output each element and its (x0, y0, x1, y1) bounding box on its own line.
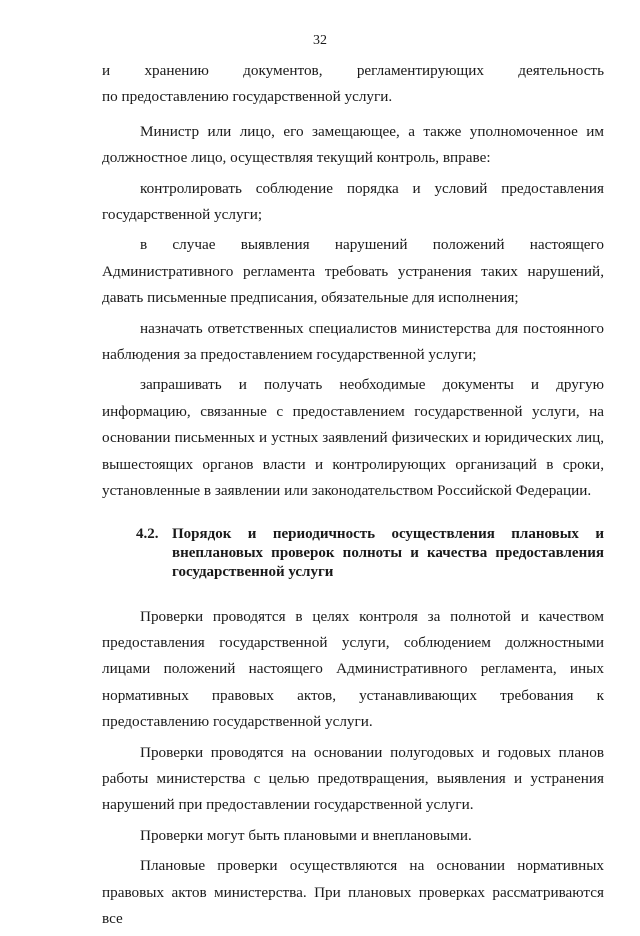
document-body (102, 58, 604, 936)
section-title: Порядок и периодичность осуществления плановых и внеплановых проверок полноты и качества предоставления государственной услуги (172, 525, 604, 580)
paragraph-request-documents: запрашивать и получать необходимые документы и другую информацию, связанные с предоставлением государственной услуги, на основании письменных и устных заявлений физических и юридических лиц, вышестоящих органов власти и контролирующих организаций в сроки, установленные в заявлении или законодательством Российской Федерации. (102, 376, 604, 500)
section-number: 4.2. (136, 525, 159, 542)
paragraph-control-order: контролировать соблюдение порядка и условий предоставления государственной услуги; (102, 179, 604, 224)
paragraph-planned-checks: Плановые проверки осуществляются на основании нормативных правовых актов министерства. При плановых проверках рассматриваются все (102, 857, 604, 927)
paragraph-continuation-line2: по предоставлению государственной услуги. (102, 88, 393, 106)
paragraph-minister-rights: Министр или лицо, его замещающее, а также уполномоченное им должностное лицо, осуществляя текущий контроль, вправе: (102, 122, 604, 167)
page-number: 32 (313, 33, 327, 48)
paragraph-continuation-line1: и хранению документов, регламентирующих деятельность (102, 62, 604, 79)
paragraph-checks-types: Проверки могут быть плановыми и внеплановыми. (140, 826, 472, 844)
section-heading (102, 525, 604, 582)
paragraph-violations: в случае выявления нарушений положений настоящего Административного регламента требовать устранения таких нарушений, давать письменные предписания, обязательные для исполнения; (102, 236, 604, 307)
paragraph-checks-plans: Проверки проводятся на основании полугодовых и годовых планов работы министерства с целью предотвращения, выявления и устранения нарушений при предоставлении государственной услуги. (102, 743, 604, 814)
paragraph-assign-specialists: назначать ответственных специалистов министерства для постоянного наблюдения за предоставлением государственной услуги; (102, 319, 604, 364)
paragraph-checks-purpose: Проверки проводятся в целях контроля за полнотой и качеством предоставления государственной услуги, соблюдением должностными лицами положений настоящего Административного регламента, иных нормативных правовых актов, устанавливающих требования к предоставлению государственной услуги. (102, 607, 604, 731)
